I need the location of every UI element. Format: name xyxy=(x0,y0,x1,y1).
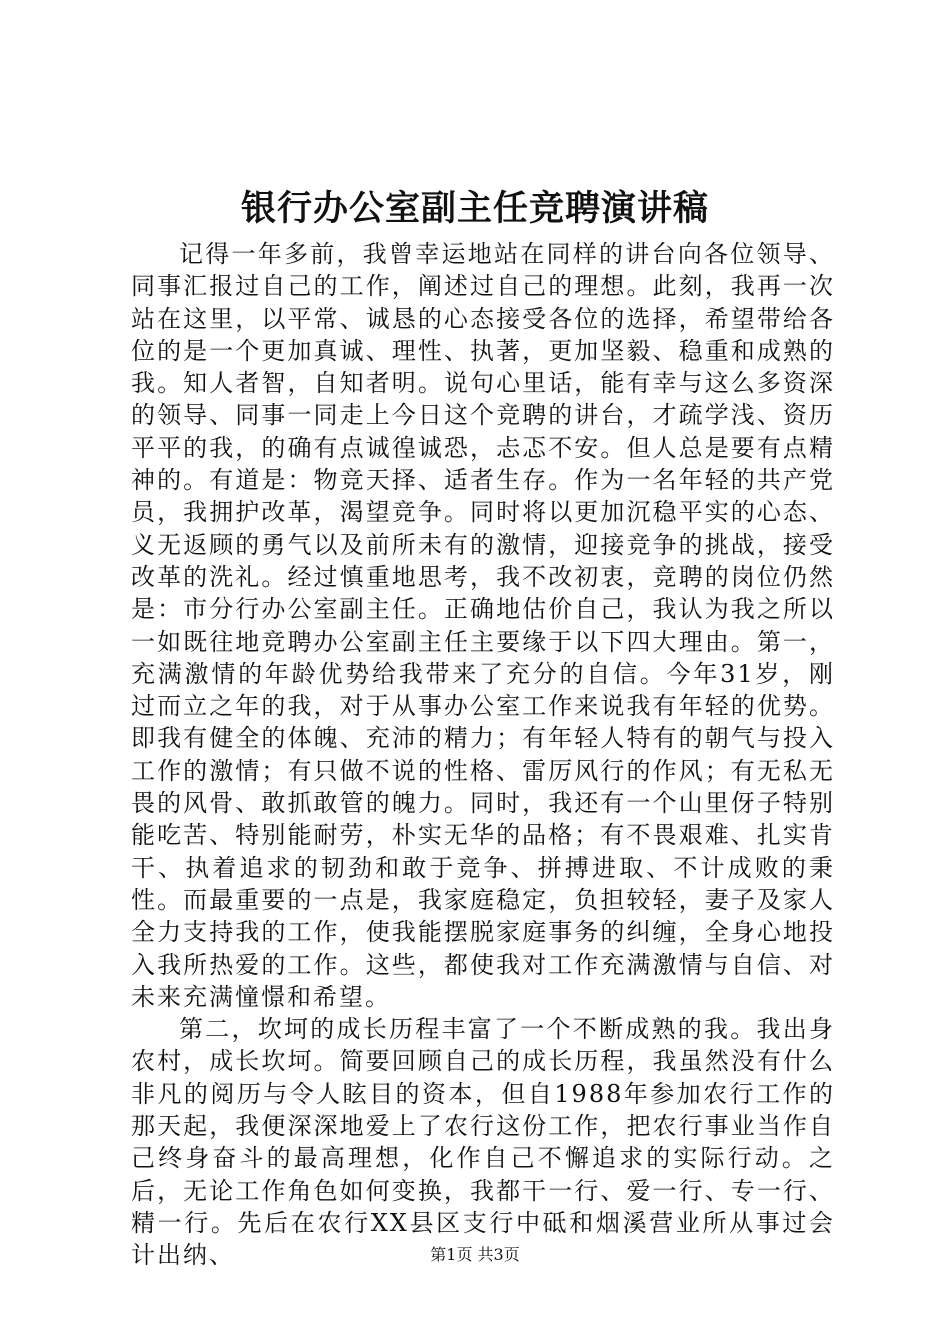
document-body xyxy=(131,238,835,1272)
page-footer: 第1页 共3页 xyxy=(430,1245,520,1264)
paragraph-1: 记得一年多前，我曾幸运地站在同样的讲台向各位领导、同事汇报过自己的工作，阐述过自己的理想。此刻，我再一次站在这里，以平常、诚恳的心态接受各位的选择，希望带给各位的是一个更加真诚、理性、执著，更加坚毅、稳重和成熟的我。知人者智，自知者明。说句心里话，能有幸与这么多资深的领导、同事一同走上今日这个竞聘的讲台，才疏学浅、资历平平的我，的确有点诚徨诚恐，忐忑不安。但人总是要有点精神的。有道是：物竞天择、适者生存。作为一名年轻的共产党员，我拥护改革，渴望竞争。同时将以更加沉稳平实的心态、义无返顾的勇气以及前所未有的激情，迎接竞争的挑战，接受改革的洗礼。经过慎重地思考，我不改初衷，竞聘的岗位仍然是：市分行办公室副主任。正确地估价自己，我认为我之所以一如既往地竞聘办公室副主任主要缘于以下四大理由。第一，充满激情的年龄优势给我带来了充分的自信。今年31岁，刚过而立之年的我，对于从事办公室工作来说我有年轻的优势。即我有健全的体魄、充沛的精力；有年轻人特有的朝气与投入工作的激情；有只做不说的性格、雷厉风行的作风；有无私无畏的风骨、敢抓敢管的魄力。同时，我还有一个山里伢子特别能吃苦、特别能耐劳，朴实无华的品格；有不畏艰难、扎实肯干、执着追求的韧劲和敢于竞争、拼搏进取、不计成败的秉性。而最重要的一点是，我家庭稳定，负担较轻，妻子及家人全力支持我的工作，使我能摆脱家庭事务的纠缠，全身心地投入我所热爱的工作。这些，都使我对工作充满激情与自信、对未来充满憧憬和希望。 xyxy=(131,240,835,1011)
document-title: 银行办公室副主任竞聘演讲稿 xyxy=(240,188,709,229)
paragraph-2: 第二，坎坷的成长历程丰富了一个不断成熟的我。我出身农村，成长坎坷。简要回顾自己的成长历程，我虽然没有什么非凡的阅历与令人眩目的资本，但自1988年参加农行工作的那天起，我便深深地爱上了农行这份工作，把农行事业当作自己终身奋斗的最高理想，化作自己不懈追求的实际行动。之后，无论工作角色如何变换，我都干一行、爱一行、专一行、精一行。先后在农行XX县区支行中砥和烟溪营业所从事过会计出纳、 xyxy=(131,1015,835,1270)
